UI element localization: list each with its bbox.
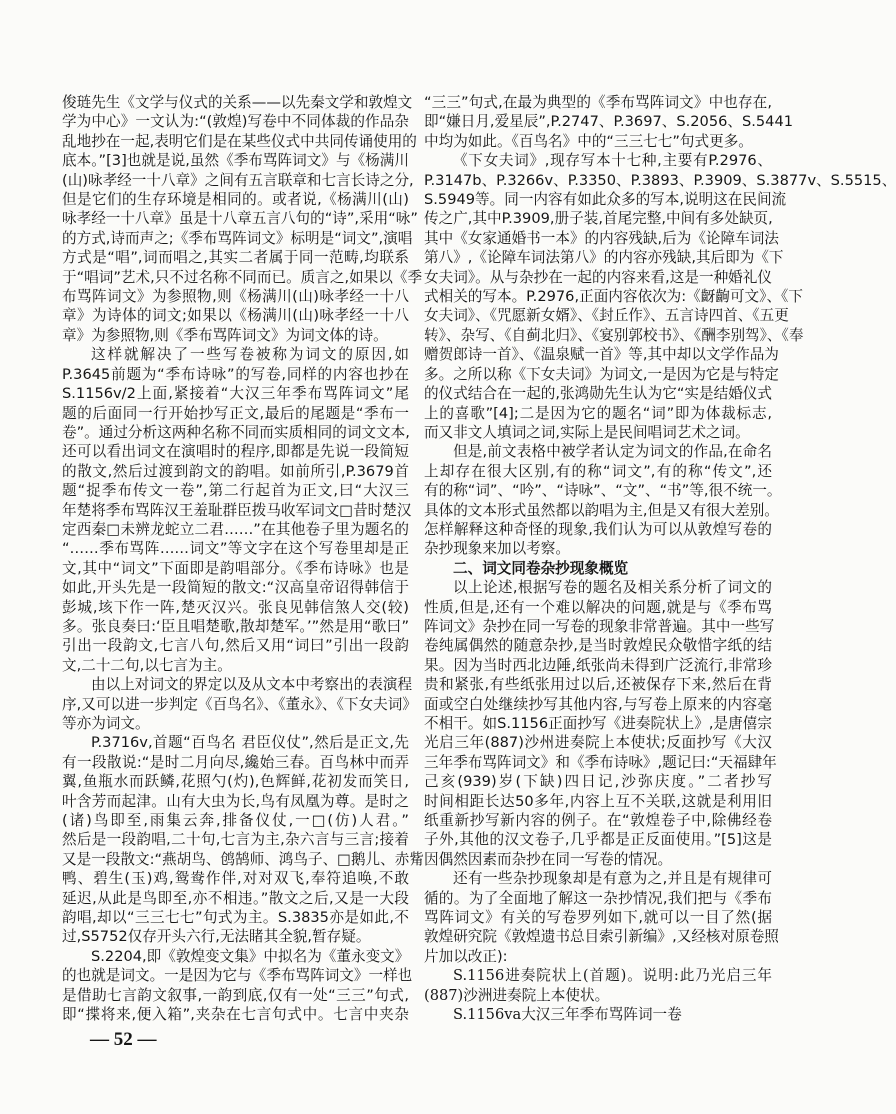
text-line: “……季布骂阵……词文”等文字在这个写卷里却是正 [62,540,409,558]
paragraph [62,733,424,946]
paragraph [424,93,794,151]
text-line: 多。张良奏曰:‘臣且唱楚歌,散却楚军。’”然是用“歌曰” [62,617,409,635]
text-line: 上的喜歌”[4];二是因为它的题名“词”即为体裁标志, [424,404,772,422]
text-line: 由以上对词文的界定以及从文本中考察出的表演程 [91,676,413,694]
text-line: 鸭、碧生(玉)鸡,鸳鸯作伴,对对双飞,奉符追唤,不敢 [62,870,409,888]
text-line: 赠贺郎诗一首》、《温泉赋一首》等,其中却以文学作品为 [424,346,779,364]
text-line: 的也就是词文。一是因为它与《季布骂阵词文》一样也 [62,967,413,985]
text-line: 延迟,从此是鸟即至,亦不相违。”散文之后,又是一大段 [62,889,409,907]
text-line: 章》为参照物,则《季布骂阵词文》为词文体的诗。 [62,326,388,344]
paragraph [424,578,777,869]
text-line: 的方式,诗而声之;《季布骂阵词文》标明是“词文”,演唱 [62,229,413,247]
text-line: 敦煌研究院《敦煌遗书总目索引新编》,又经核对原卷照 [424,928,779,946]
text-line: 杂抄现象来加以考察。 [424,540,570,558]
text-line: 骂阵词文》有关的写卷罗列如下,就可以一目了然(据 [424,909,772,927]
text-line: 中均为如此。《百鸟名》中的“三三七七”句式更多。 [424,132,753,150]
text-line: 果。因为当时西北边陲,纸张尚未得到广泛流行,非常珍 [424,656,772,674]
text-line: 题的后面同一行开始抄写正文,最后的尾题是“季布一 [62,404,409,422]
right-column-top [424,93,896,559]
text-line: P.3716v,首题“百鸟名 君臣仪仗”,然后是正文,先 [91,734,409,752]
text-line: 贵和紧张,有些纸张用过以后,还被保存下来,然后在背 [424,676,772,694]
text-line: 有的称“词”、“吟”、“诗咏”、“文”、“书”等,很不统一。 [424,482,782,500]
text-line: 己亥(939)岁(下缺)四日记,沙弥庆度。”二者抄写 [424,773,772,791]
paragraph [424,869,779,966]
text-line: 俊琏先生《文学与仪式的关系——以先秦文学和敦煌文 [62,94,413,111]
paragraph [424,442,782,558]
text-line: 序,又可以进一步判定《百鸟名》、《董永》、《下女夫词》 [62,695,417,713]
text-line: 而又非文人填词之词,实际上是民间唱词艺术之词。 [424,423,750,441]
text-line: “三三”句式,在最为典型的《季布骂阵词文》中也存在, [424,94,772,111]
text-line: 章》为诗体的词文;如果以《杨满川(山)咏孝经一十八 [62,307,409,325]
text-line: 面或空白处继续抄写其他内容,与写卷上原来的内容毫 [424,695,772,713]
text-line: 的仪式结合在一起的,张鸿勋先生认为它“实是结婚仪式 [424,385,772,403]
section-heading: 二、词文同卷杂抄现象概览 [453,559,629,577]
text-line: 以上论述,根据写卷的题名及相关系分析了词文的 [453,579,772,597]
text-line: 但是它们的生存环境是相同的。或者说,《杨满川(山) [62,191,409,209]
text-line: 年楚将季布骂阵汉王羞耻群臣拨马收军词文□昔时楚汉 [62,501,412,519]
text-line: 第八》,《论障车词法第八》的内容亦残缺,其后即为《下 [424,249,784,267]
text-line: 文,二十二句,以七言为主。 [62,656,232,674]
text-line: 翼,鱼瓶水而跃鳞,花照勺(灼),色辉鲜,花初发而笑日, [62,773,409,791]
text-line: 女夫词》、《咒愿新女婿》、《封丘作》、五言诗四首、《五更 [424,307,789,325]
paragraph [62,947,413,1025]
text-line: 因偶然因素而杂抄在同一写卷的情况。 [424,850,673,868]
text-line: S.5949等。同一内容有如此众多的写本,说明这在民间流 [424,191,787,209]
text-line: 片加以改正): [424,947,508,965]
text-line: P.3645前题为“季布诗咏”的写卷,同样的内容也抄在 [62,365,409,383]
right-column [424,93,896,1025]
text-line: 又是一段散文:“燕胡鸟、鸧鹄师、鸿鸟子、□鹅儿、赤觜 [62,850,424,868]
paragraph [62,675,417,733]
right-column-bottom [424,578,779,1024]
text-line: 于“唱词”艺术,只不过名称不同而已。质言之,如果以《季 [62,268,423,286]
text-line: 三年季布骂阵词文》和《季布诗咏》,题记曰:“天福肆年 [424,753,777,771]
text-line: 卷纯属偶然的随意杂抄,是当时敦煌民众敬惜字纸的结 [424,637,772,655]
text-line: 《下女夫词》,现存写本十七种,主要有P.2976、 [453,152,772,170]
text-line: 性质,但是,还有一个难以解决的问题,就是与《季布骂 [424,598,772,616]
text-line: 布骂阵词文》为参照物,则《杨满川(山)咏孝经一十八 [62,288,409,306]
text-line: 纸重新抄写新内容的例子。在“敦煌卷子中,除佛经卷 [424,812,772,830]
text-line: 时间相距长达50多年,内容上互不关联,这就是利用旧 [424,792,772,810]
paragraph [424,966,772,1005]
text-line: S.1156va大汉三年季布骂阵词一卷 [453,1006,682,1024]
text-line: 这样就解决了一些写卷被称为词文的原因,如 [91,346,409,364]
text-line: 有一段散说:“是时二月向尽,纔始三春。百鸟林中而弄 [62,753,409,771]
text-line: 引出一段韵文,七言八句,然后又用“词曰”引出一段韵 [62,637,409,655]
text-line: 底本。”[3]也就是说,虽然《季布骂阵词文》与《杨满川 [62,152,409,170]
text-line: 传之广,其中P.3909,册子装,首尾完整,中间有多处缺页, [424,210,773,228]
text-line: 等亦为词文。 [62,715,150,732]
text-line: 光启三年(887)沙州进奏院上本使状;反面抄写《大汉 [424,734,772,752]
text-line: 然后是一段韵唱,二十句,七言为主,杂六言与三言;接着 [62,831,409,849]
text-line: S.2204,即《敦煌变文集》中拟名为《董永变文》 [91,947,410,965]
page-number: — 52 — [90,1029,157,1050]
text-line: 过,S5752仅存开头六行,无法睹其全貌,暂存疑。 [62,928,371,946]
text-line: S.1156v/2上面,紧接着“大汉三年季布骂阵词文”尾 [62,385,409,403]
text-line: 阵词文》杂抄在同一写卷的现象非常普遍。其中一些写 [424,617,775,635]
text-line: 多。之所以称《下女夫词》为词文,一是因为它是与特定 [424,365,779,383]
text-line: 如此,开头先是一段简短的散文:“汉高皇帝诏得韩信于 [62,579,409,597]
text-line: 题“捉季布传文一卷”,第二行起首为正文,曰“大汉三 [62,482,409,500]
text-line: 学为中心》一文认为:“(敦煌)写卷中不同体裁的作品杂 [62,113,409,131]
text-line: (887)沙洲进奏院上本使状。 [424,986,610,1004]
paragraph [62,345,412,675]
text-line: 子外,其他的汉文卷子,几乎都是正反面使用。”[5]这是 [424,831,772,849]
text-line: 上却存在很大区别,有的称“词文”,有的称“传文”,还 [424,462,772,480]
text-line: 其中《女家通婚书一本》的内容残缺,后为《论障车词法 [424,229,779,247]
text-line: 韵唱,却以“三三七七”句式为主。S.3835亦是如此,不 [62,909,409,927]
text-line: 叶含芳而起津。山有大虫为长,鸟有凤凰为尊。是时之 [62,792,409,810]
text-line: 是借助七言韵文叙事,一韵到底,仅有一处“三三”句式, [62,986,409,1004]
text-line: S.1156进奏院状上(首题)。说明:此乃光启三年 [453,967,772,985]
text-line: 文,其中“词文”下面即是韵唱部分。《季布诗咏》也是 [62,559,409,577]
text-line: 具体的文本形式虽然都以韵唱为主,但是又有很大差别。 [424,501,779,519]
text-line: 即“揲将来,便入箱”,夹杂在七言句式中。七言中夹杂 [62,1006,409,1024]
text-line: 不相干。如S.1156正面抄写《进奏院状上》,是唐僖宗 [424,715,772,732]
text-line: 定西秦□未辨龙蛇立二君……”在其他卷子里为题名的 [62,520,409,538]
paragraph [424,1005,772,1024]
text-line: 循的。为了全面地了解这一杂抄情况,我们把与《季布 [424,889,772,907]
paragraph [62,93,423,345]
text-line: P.3147b、P.3266v、P.3350、P.3893、P.3909、S.3877v、S.5515、 [424,171,896,189]
text-line: 转》、杂写、《自蓟北归》、《宴别郭校书》、《酬李别驾》、《奉 [424,326,804,344]
text-line: (山)咏孝经一十八章》之间有五言联章和七言长诗之分, [62,171,414,189]
text-line: 还可以看出词文在演唱时的程序,即都是先说一段简短 [62,443,409,461]
text-line: 咏孝经一十八章》虽是十八章五言八句的“诗”,采用“咏” [62,210,418,228]
paragraph [424,151,896,442]
text-line: 怎样解释这种奇怪的现象,我们认为可以从敦煌写卷的 [424,520,772,538]
text-line: 的散文,然后过渡到韵文的韵唱。如前所引,P.3679首 [62,462,409,480]
text-line: 女夫词》。从与杂抄在一起的内容来看,这是一种婚礼仪 [424,268,772,286]
text-line: 方式是“唱”,词而唱之,其实二者属于同一范畴,均联系 [62,249,409,267]
text-line: 乱地抄在一起,表明它们是在某些仪式中共同传诵使用的 [62,132,417,150]
text-line: 彭城,垓下作一阵,楚灭汉兴。张良见韩信煞人交(较) [62,598,409,616]
text-line: 即“嫌日月,爱星辰”,P.2747、P.3697、S.2056、S.5441 [424,113,794,131]
text-line: 还有一些杂抄现象却是有意为之,并且是有规律可 [453,870,772,888]
left-column [62,93,424,1025]
text-line: 但是,前文表格中被学者认定为词文的作品,在命名 [453,443,772,461]
text-line: 式相关的写本。P.2976,正面内容依次为:《齖齣可文》、《下 [424,288,803,306]
text-line: 卷”。通过分析这两种名称不同而实质相同的词文文本, [62,423,410,441]
text-line: (诸)鸟即至,雨集云奔,排备仪仗,一□(仿)人君。” [62,812,409,830]
